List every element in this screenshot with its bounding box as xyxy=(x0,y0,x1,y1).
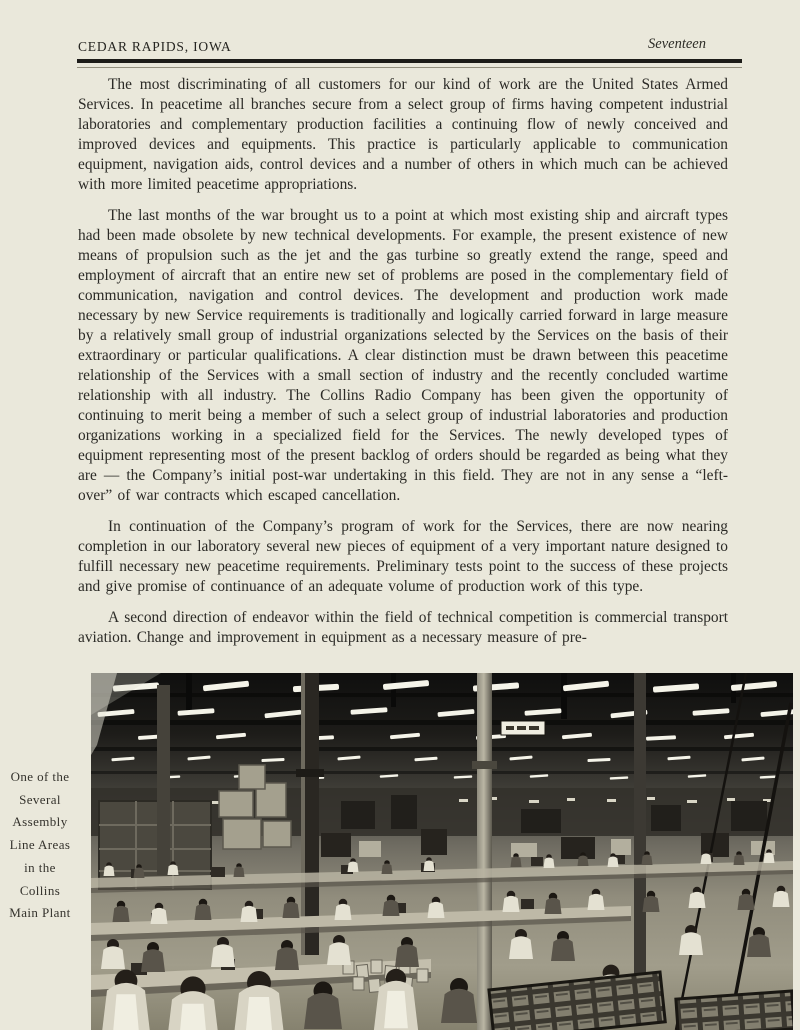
photo-caption-line: in the xyxy=(24,859,56,875)
photo-caption-line: Collins xyxy=(19,882,61,898)
header-rule-thin xyxy=(77,67,742,68)
header-page-number: Seventeen xyxy=(648,36,706,52)
header-location: CEDAR RAPIDS, IOWA xyxy=(78,39,232,54)
photo-caption-line: Line Areas xyxy=(9,837,71,853)
paragraph-3: In continuation of the Company’s program of work for the Services, there are now nearing completion in our laboratory several new pieces of equipment of a very important nature designed to fulfill necessary new peacetime requirements. Preliminary tests point to the success of these projects and give promise of continuance of an adequate volume of production work of this type. xyxy=(78,518,728,595)
assembly-line-photo xyxy=(91,673,793,1030)
photo-caption-line: One of the xyxy=(10,769,70,784)
header-rule-thick xyxy=(77,59,742,63)
paragraph-2: The last months of the war brought us to a point at which most existing ship and aircraft types had been made obsolete by new technical developments. For example, the present existence of new means of propulsion such as the jet and the gas turbine so greatly extend the range, speed and employment of aircraft that an entire new set of problems are posed in the complementary field of communication, navigation and control devices. The development and production work made necessary by new Service requirements is traditionally and logically carried forward in large measure by a relatively small group of industrial organizations selected by the Services on the basis of their extraordinary or particular qualifications. A clear distinction must be drawn between this peacetime relationship of the Services with a small section of industry and the recently concluded wartime relationship with all industry. The Collins Radio Company has been given the opportunity of continuing to merit being a member of such a select group of industrial laboratories and production organizations working in a specialized field for the Services. The newly developed types of equipment representing most of the present backlog of orders should be regarded as being what they are — the Company’s initial post-war undertaking in this field. They are not in any sense a “left-over” of war contracts which escaped cancellation. xyxy=(78,207,728,504)
paragraph-1: The most discriminating of all customers for our kind of work are the United States Armed Services. In peacetime all branches secure from a select group of firms having competent industrial laboratories and complementary production facilities a continuing flow of newly conceived and improved devices and equipments. This practice is particularly applicable to communication equipment, navigation aids, control devices and a number of others in which much can be achieved with more limited peacetime appropriations. xyxy=(78,76,728,193)
photo-caption-line: Several xyxy=(19,791,61,807)
photo-caption-line: Assembly xyxy=(12,814,68,830)
article-text xyxy=(78,75,728,659)
photo-caption-line: Main Plant xyxy=(9,905,71,921)
paragraph-4: A second direction of endeavor within the field of technical competition is commercial transport aviation. Change and improvement in equipment as a necessary measure of pre- xyxy=(78,609,728,646)
photo-caption xyxy=(3,766,77,925)
